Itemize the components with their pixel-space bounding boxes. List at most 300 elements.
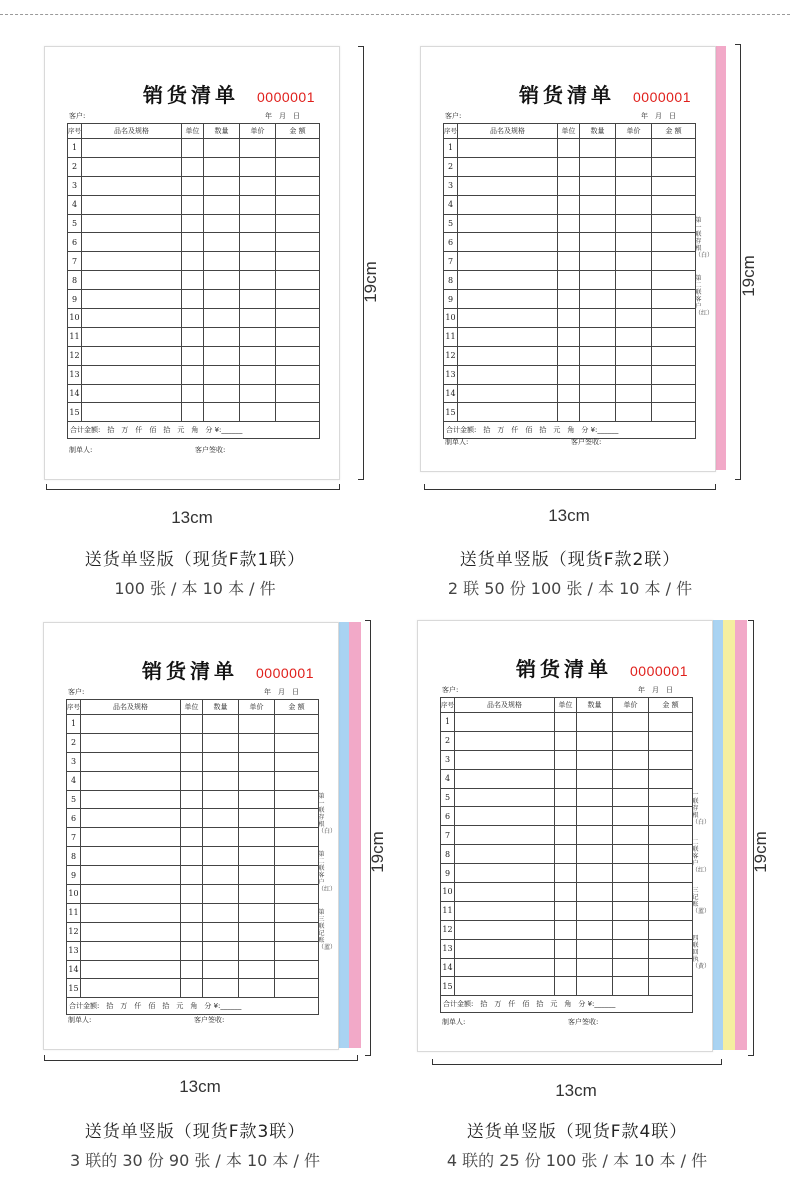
- table-cell[interactable]: [182, 157, 204, 176]
- table-cell[interactable]: [181, 828, 203, 847]
- table-cell[interactable]: [275, 903, 319, 922]
- table-cell[interactable]: [182, 309, 204, 328]
- table-cell[interactable]: [181, 979, 203, 998]
- table-cell[interactable]: [555, 807, 577, 826]
- table-cell[interactable]: [555, 826, 577, 845]
- table-cell[interactable]: [181, 847, 203, 866]
- table-cell[interactable]: [652, 252, 696, 271]
- table-cell[interactable]: [203, 752, 239, 771]
- table-cell[interactable]: [649, 788, 693, 807]
- table-cell[interactable]: [203, 885, 239, 904]
- table-cell[interactable]: [182, 365, 204, 384]
- table-cell[interactable]: [276, 327, 320, 346]
- table-cell[interactable]: [580, 327, 616, 346]
- table-cell[interactable]: [458, 346, 558, 365]
- table-cell[interactable]: [577, 901, 613, 920]
- table-cell[interactable]: [558, 403, 580, 422]
- table-cell[interactable]: [82, 271, 182, 290]
- table-cell[interactable]: [203, 809, 239, 828]
- table-cell[interactable]: [558, 365, 580, 384]
- table-cell[interactable]: [616, 290, 652, 309]
- table-cell[interactable]: [580, 309, 616, 328]
- table-cell[interactable]: [81, 941, 181, 960]
- table-cell[interactable]: [652, 139, 696, 158]
- table-cell[interactable]: [181, 752, 203, 771]
- table-cell[interactable]: [82, 290, 182, 309]
- table-cell[interactable]: [652, 233, 696, 252]
- table-cell[interactable]: [204, 290, 240, 309]
- table-cell[interactable]: [203, 922, 239, 941]
- table-cell[interactable]: [652, 290, 696, 309]
- table-cell[interactable]: [275, 771, 319, 790]
- table-cell[interactable]: [240, 384, 276, 403]
- table-cell[interactable]: [652, 176, 696, 195]
- table-cell[interactable]: [203, 847, 239, 866]
- table-cell[interactable]: [182, 346, 204, 365]
- table-cell[interactable]: [240, 271, 276, 290]
- table-cell[interactable]: [203, 790, 239, 809]
- table-cell[interactable]: [239, 733, 275, 752]
- table-cell[interactable]: [455, 826, 555, 845]
- table-cell[interactable]: [458, 290, 558, 309]
- table-cell[interactable]: [240, 327, 276, 346]
- table-cell[interactable]: [276, 252, 320, 271]
- table-cell[interactable]: [203, 733, 239, 752]
- table-cell[interactable]: [555, 958, 577, 977]
- table-cell[interactable]: [82, 176, 182, 195]
- table-cell[interactable]: [181, 941, 203, 960]
- table-cell[interactable]: [616, 195, 652, 214]
- table-cell[interactable]: [275, 960, 319, 979]
- table-cell[interactable]: [276, 365, 320, 384]
- table-cell[interactable]: [204, 139, 240, 158]
- table-cell[interactable]: [239, 790, 275, 809]
- table-cell[interactable]: [276, 309, 320, 328]
- table-cell[interactable]: [616, 384, 652, 403]
- table-cell[interactable]: [613, 826, 649, 845]
- table-cell[interactable]: [181, 903, 203, 922]
- table-cell[interactable]: [613, 958, 649, 977]
- table-cell[interactable]: [204, 346, 240, 365]
- table-cell[interactable]: [203, 715, 239, 734]
- table-cell[interactable]: [577, 939, 613, 958]
- table-cell[interactable]: [204, 252, 240, 271]
- table-cell[interactable]: [455, 864, 555, 883]
- table-cell[interactable]: [613, 713, 649, 732]
- table-cell[interactable]: [580, 252, 616, 271]
- table-cell[interactable]: [203, 941, 239, 960]
- table-cell[interactable]: [81, 790, 181, 809]
- table-cell[interactable]: [580, 233, 616, 252]
- table-cell[interactable]: [649, 713, 693, 732]
- table-cell[interactable]: [240, 195, 276, 214]
- table-cell[interactable]: [81, 715, 181, 734]
- table-cell[interactable]: [455, 901, 555, 920]
- table-cell[interactable]: [82, 403, 182, 422]
- table-cell[interactable]: [458, 233, 558, 252]
- table-cell[interactable]: [81, 922, 181, 941]
- table-cell[interactable]: [458, 252, 558, 271]
- table-cell[interactable]: [240, 309, 276, 328]
- table-cell[interactable]: [275, 866, 319, 885]
- table-cell[interactable]: [580, 176, 616, 195]
- table-cell[interactable]: [276, 384, 320, 403]
- table-cell[interactable]: [239, 960, 275, 979]
- table-cell[interactable]: [649, 920, 693, 939]
- table-cell[interactable]: [276, 271, 320, 290]
- table-cell[interactable]: [558, 271, 580, 290]
- table-cell[interactable]: [275, 847, 319, 866]
- table-cell[interactable]: [458, 214, 558, 233]
- table-cell[interactable]: [558, 214, 580, 233]
- table-cell[interactable]: [82, 309, 182, 328]
- table-cell[interactable]: [204, 195, 240, 214]
- table-cell[interactable]: [81, 771, 181, 790]
- table-cell[interactable]: [577, 845, 613, 864]
- table-cell[interactable]: [455, 958, 555, 977]
- table-cell[interactable]: [182, 214, 204, 233]
- table-cell[interactable]: [81, 866, 181, 885]
- table-cell[interactable]: [649, 901, 693, 920]
- table-cell[interactable]: [555, 977, 577, 996]
- table-cell[interactable]: [555, 769, 577, 788]
- table-cell[interactable]: [204, 309, 240, 328]
- table-cell[interactable]: [276, 403, 320, 422]
- table-cell[interactable]: [649, 731, 693, 750]
- table-cell[interactable]: [276, 233, 320, 252]
- table-cell[interactable]: [204, 271, 240, 290]
- table-cell[interactable]: [580, 403, 616, 422]
- table-cell[interactable]: [239, 771, 275, 790]
- table-cell[interactable]: [555, 901, 577, 920]
- table-cell[interactable]: [577, 713, 613, 732]
- table-cell[interactable]: [580, 195, 616, 214]
- table-cell[interactable]: [458, 195, 558, 214]
- table-cell[interactable]: [558, 157, 580, 176]
- table-cell[interactable]: [181, 733, 203, 752]
- table-cell[interactable]: [616, 403, 652, 422]
- table-cell[interactable]: [649, 977, 693, 996]
- table-cell[interactable]: [81, 979, 181, 998]
- table-cell[interactable]: [182, 233, 204, 252]
- table-cell[interactable]: [240, 290, 276, 309]
- table-cell[interactable]: [204, 384, 240, 403]
- table-cell[interactable]: [203, 828, 239, 847]
- table-cell[interactable]: [181, 771, 203, 790]
- table-cell[interactable]: [458, 403, 558, 422]
- table-cell[interactable]: [455, 977, 555, 996]
- table-cell[interactable]: [649, 939, 693, 958]
- table-cell[interactable]: [240, 365, 276, 384]
- table-cell[interactable]: [455, 750, 555, 769]
- table-cell[interactable]: [455, 920, 555, 939]
- table-cell[interactable]: [82, 139, 182, 158]
- table-cell[interactable]: [577, 977, 613, 996]
- table-cell[interactable]: [240, 233, 276, 252]
- table-cell[interactable]: [558, 346, 580, 365]
- table-cell[interactable]: [275, 752, 319, 771]
- table-cell[interactable]: [455, 807, 555, 826]
- table-cell[interactable]: [555, 713, 577, 732]
- table-cell[interactable]: [652, 327, 696, 346]
- table-cell[interactable]: [239, 922, 275, 941]
- table-cell[interactable]: [458, 365, 558, 384]
- table-cell[interactable]: [652, 309, 696, 328]
- table-cell[interactable]: [82, 157, 182, 176]
- table-cell[interactable]: [276, 157, 320, 176]
- table-cell[interactable]: [616, 327, 652, 346]
- table-cell[interactable]: [239, 752, 275, 771]
- table-cell[interactable]: [275, 809, 319, 828]
- table-cell[interactable]: [580, 290, 616, 309]
- table-cell[interactable]: [240, 346, 276, 365]
- table-cell[interactable]: [458, 309, 558, 328]
- table-cell[interactable]: [555, 731, 577, 750]
- table-cell[interactable]: [613, 731, 649, 750]
- table-cell[interactable]: [558, 309, 580, 328]
- table-cell[interactable]: [204, 233, 240, 252]
- table-cell[interactable]: [239, 847, 275, 866]
- table-cell[interactable]: [555, 939, 577, 958]
- table-cell[interactable]: [580, 139, 616, 158]
- table-cell[interactable]: [239, 941, 275, 960]
- table-cell[interactable]: [616, 233, 652, 252]
- table-cell[interactable]: [555, 750, 577, 769]
- table-cell[interactable]: [239, 885, 275, 904]
- table-cell[interactable]: [616, 365, 652, 384]
- table-cell[interactable]: [81, 960, 181, 979]
- table-cell[interactable]: [649, 826, 693, 845]
- table-cell[interactable]: [616, 309, 652, 328]
- table-cell[interactable]: [577, 958, 613, 977]
- table-cell[interactable]: [558, 233, 580, 252]
- table-cell[interactable]: [555, 920, 577, 939]
- table-cell[interactable]: [558, 195, 580, 214]
- table-cell[interactable]: [652, 346, 696, 365]
- table-cell[interactable]: [613, 769, 649, 788]
- table-cell[interactable]: [558, 290, 580, 309]
- table-cell[interactable]: [577, 864, 613, 883]
- table-cell[interactable]: [577, 750, 613, 769]
- table-cell[interactable]: [239, 715, 275, 734]
- table-cell[interactable]: [580, 384, 616, 403]
- table-cell[interactable]: [182, 384, 204, 403]
- table-cell[interactable]: [649, 883, 693, 902]
- table-cell[interactable]: [204, 327, 240, 346]
- table-cell[interactable]: [616, 252, 652, 271]
- table-cell[interactable]: [240, 157, 276, 176]
- table-cell[interactable]: [613, 939, 649, 958]
- table-cell[interactable]: [652, 365, 696, 384]
- table-cell[interactable]: [182, 327, 204, 346]
- table-cell[interactable]: [577, 788, 613, 807]
- table-cell[interactable]: [580, 346, 616, 365]
- table-cell[interactable]: [613, 901, 649, 920]
- table-cell[interactable]: [652, 195, 696, 214]
- table-cell[interactable]: [275, 828, 319, 847]
- table-cell[interactable]: [458, 271, 558, 290]
- table-cell[interactable]: [276, 176, 320, 195]
- table-cell[interactable]: [458, 384, 558, 403]
- table-cell[interactable]: [240, 252, 276, 271]
- table-cell[interactable]: [558, 384, 580, 403]
- table-cell[interactable]: [181, 922, 203, 941]
- table-cell[interactable]: [577, 826, 613, 845]
- table-cell[interactable]: [82, 233, 182, 252]
- table-cell[interactable]: [455, 788, 555, 807]
- table-cell[interactable]: [82, 214, 182, 233]
- table-cell[interactable]: [239, 828, 275, 847]
- table-cell[interactable]: [81, 752, 181, 771]
- table-cell[interactable]: [555, 788, 577, 807]
- table-cell[interactable]: [616, 271, 652, 290]
- table-cell[interactable]: [81, 847, 181, 866]
- table-cell[interactable]: [613, 788, 649, 807]
- table-cell[interactable]: [577, 883, 613, 902]
- table-cell[interactable]: [577, 769, 613, 788]
- table-cell[interactable]: [182, 271, 204, 290]
- table-cell[interactable]: [275, 715, 319, 734]
- table-cell[interactable]: [616, 214, 652, 233]
- table-cell[interactable]: [616, 157, 652, 176]
- table-cell[interactable]: [204, 403, 240, 422]
- table-cell[interactable]: [81, 903, 181, 922]
- table-cell[interactable]: [555, 883, 577, 902]
- table-cell[interactable]: [276, 214, 320, 233]
- table-cell[interactable]: [616, 346, 652, 365]
- table-cell[interactable]: [652, 384, 696, 403]
- table-cell[interactable]: [577, 731, 613, 750]
- table-cell[interactable]: [455, 939, 555, 958]
- table-cell[interactable]: [203, 771, 239, 790]
- table-cell[interactable]: [181, 790, 203, 809]
- table-cell[interactable]: [613, 977, 649, 996]
- table-cell[interactable]: [82, 365, 182, 384]
- table-cell[interactable]: [275, 733, 319, 752]
- table-cell[interactable]: [182, 176, 204, 195]
- table-cell[interactable]: [81, 733, 181, 752]
- table-cell[interactable]: [613, 845, 649, 864]
- table-cell[interactable]: [613, 883, 649, 902]
- table-cell[interactable]: [203, 866, 239, 885]
- table-cell[interactable]: [458, 139, 558, 158]
- table-cell[interactable]: [182, 252, 204, 271]
- table-cell[interactable]: [240, 214, 276, 233]
- table-cell[interactable]: [203, 960, 239, 979]
- table-cell[interactable]: [580, 365, 616, 384]
- table-cell[interactable]: [181, 885, 203, 904]
- table-cell[interactable]: [580, 214, 616, 233]
- table-cell[interactable]: [275, 885, 319, 904]
- table-cell[interactable]: [276, 195, 320, 214]
- table-cell[interactable]: [239, 979, 275, 998]
- table-cell[interactable]: [458, 327, 558, 346]
- table-cell[interactable]: [613, 750, 649, 769]
- table-cell[interactable]: [558, 176, 580, 195]
- table-cell[interactable]: [240, 403, 276, 422]
- table-cell[interactable]: [82, 384, 182, 403]
- table-cell[interactable]: [239, 866, 275, 885]
- table-cell[interactable]: [613, 920, 649, 939]
- table-cell[interactable]: [275, 790, 319, 809]
- table-cell[interactable]: [649, 845, 693, 864]
- table-cell[interactable]: [82, 252, 182, 271]
- table-cell[interactable]: [652, 271, 696, 290]
- table-cell[interactable]: [204, 214, 240, 233]
- table-cell[interactable]: [649, 958, 693, 977]
- table-cell[interactable]: [558, 139, 580, 158]
- table-cell[interactable]: [239, 903, 275, 922]
- table-cell[interactable]: [275, 979, 319, 998]
- table-cell[interactable]: [455, 845, 555, 864]
- table-cell[interactable]: [577, 807, 613, 826]
- table-cell[interactable]: [239, 809, 275, 828]
- table-cell[interactable]: [82, 327, 182, 346]
- table-cell[interactable]: [649, 864, 693, 883]
- table-cell[interactable]: [181, 866, 203, 885]
- table-cell[interactable]: [275, 922, 319, 941]
- table-cell[interactable]: [558, 252, 580, 271]
- table-cell[interactable]: [652, 157, 696, 176]
- table-cell[interactable]: [455, 731, 555, 750]
- table-cell[interactable]: [181, 809, 203, 828]
- table-cell[interactable]: [558, 327, 580, 346]
- table-cell[interactable]: [455, 713, 555, 732]
- table-cell[interactable]: [649, 769, 693, 788]
- table-cell[interactable]: [613, 864, 649, 883]
- table-cell[interactable]: [182, 139, 204, 158]
- table-cell[interactable]: [616, 176, 652, 195]
- table-cell[interactable]: [455, 883, 555, 902]
- table-cell[interactable]: [81, 828, 181, 847]
- table-cell[interactable]: [276, 346, 320, 365]
- table-cell[interactable]: [649, 807, 693, 826]
- table-cell[interactable]: [652, 214, 696, 233]
- table-cell[interactable]: [82, 346, 182, 365]
- table-cell[interactable]: [649, 750, 693, 769]
- table-cell[interactable]: [276, 139, 320, 158]
- table-cell[interactable]: [81, 885, 181, 904]
- table-cell[interactable]: [82, 195, 182, 214]
- table-cell[interactable]: [240, 176, 276, 195]
- table-cell[interactable]: [181, 715, 203, 734]
- table-cell[interactable]: [181, 960, 203, 979]
- table-cell[interactable]: [203, 903, 239, 922]
- table-cell[interactable]: [458, 176, 558, 195]
- table-cell[interactable]: [555, 864, 577, 883]
- table-cell[interactable]: [555, 845, 577, 864]
- table-cell[interactable]: [455, 769, 555, 788]
- table-cell[interactable]: [652, 403, 696, 422]
- table-cell[interactable]: [616, 139, 652, 158]
- table-cell[interactable]: [580, 271, 616, 290]
- table-cell[interactable]: [240, 139, 276, 158]
- table-cell[interactable]: [580, 157, 616, 176]
- table-cell[interactable]: [182, 403, 204, 422]
- table-cell[interactable]: [204, 365, 240, 384]
- table-cell[interactable]: [613, 807, 649, 826]
- table-cell[interactable]: [204, 157, 240, 176]
- table-cell[interactable]: [203, 979, 239, 998]
- table-cell[interactable]: [275, 941, 319, 960]
- table-cell[interactable]: [182, 195, 204, 214]
- table-cell[interactable]: [458, 157, 558, 176]
- table-cell[interactable]: [276, 290, 320, 309]
- table-cell[interactable]: [577, 920, 613, 939]
- table-cell[interactable]: [81, 809, 181, 828]
- table-cell[interactable]: [204, 176, 240, 195]
- table-cell[interactable]: [182, 290, 204, 309]
